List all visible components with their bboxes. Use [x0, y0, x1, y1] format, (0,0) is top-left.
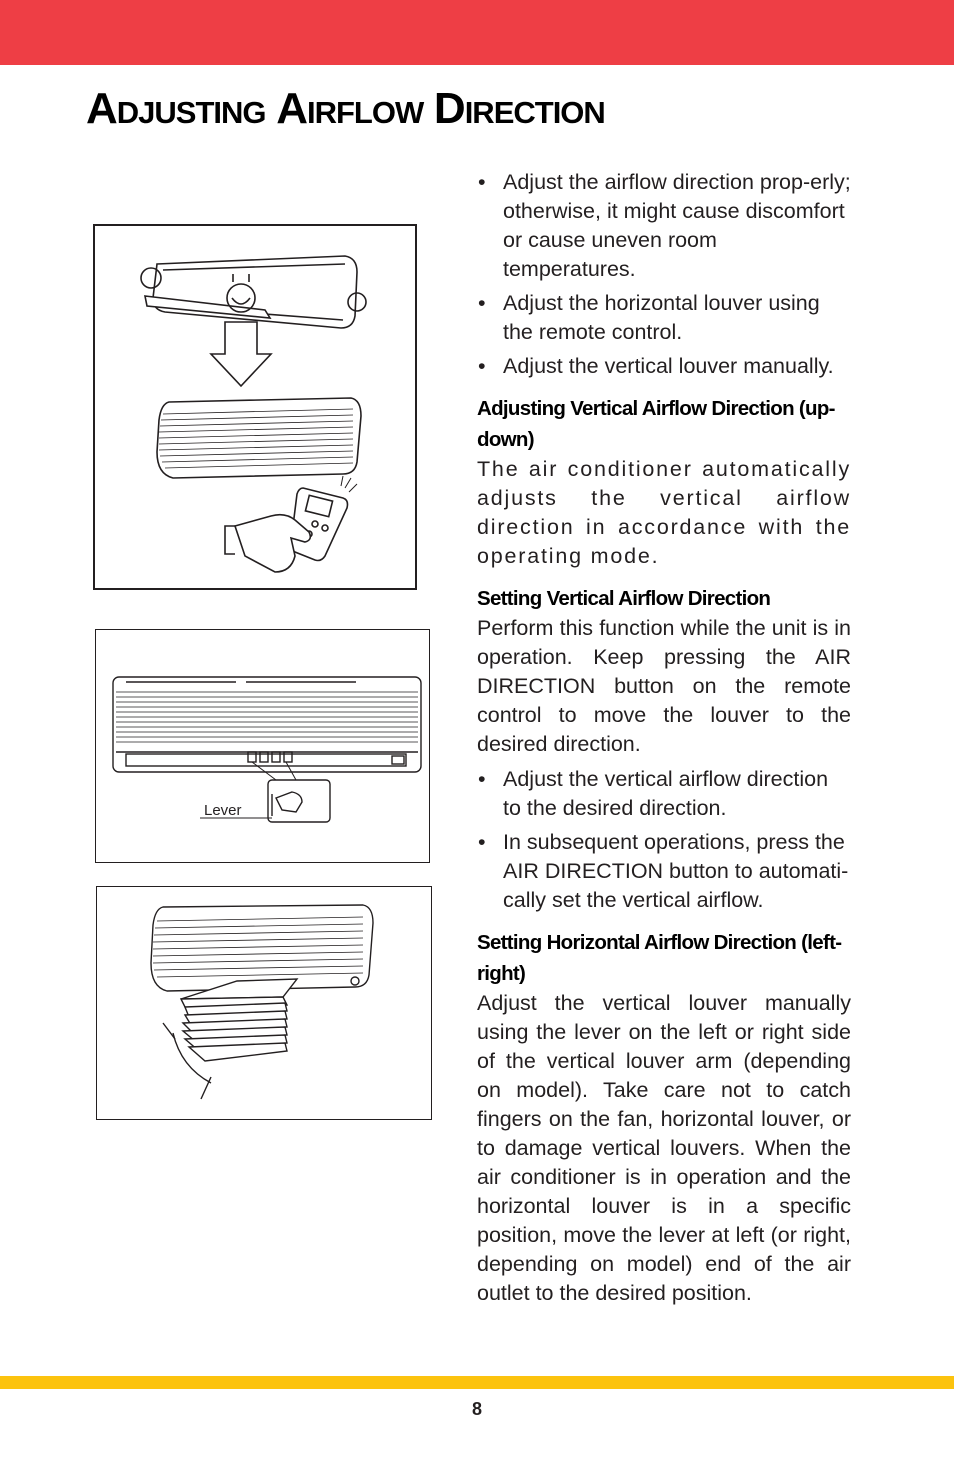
- list-item: • Adjust the horizontal louver using the remote control.: [477, 289, 851, 347]
- header-bar: [0, 0, 954, 65]
- section-heading-set-horizontal: Setting Horizontal Airflow Direction (left-right): [477, 931, 842, 985]
- text-column: [477, 168, 851, 1320]
- section-heading-set-vertical: Setting Vertical Airflow Direction: [477, 587, 771, 610]
- figure-horizontal-airflow: [96, 886, 432, 1120]
- list-item: • Adjust the vertical louver manually.: [477, 352, 851, 381]
- title-cap-1: A: [86, 84, 117, 133]
- page-number: 8: [471, 1399, 482, 1419]
- figure-vertical-louver-lever: [95, 629, 430, 863]
- section-text-vertical-auto: The air conditioner automatically adjusts the vertical airflow direction in accordance with the operating mode.: [477, 457, 851, 568]
- title-word-3: IRECTION: [464, 95, 605, 130]
- page-title: [86, 84, 605, 134]
- footer-bar: [0, 1376, 954, 1389]
- figure-remote-control-airflow: [93, 224, 417, 590]
- title-word-1: DJUSTING: [116, 95, 266, 130]
- set-vertical-bullets: [477, 765, 851, 915]
- list-item: • Adjust the vertical airflow direction to the desired direction.: [477, 765, 851, 823]
- title-cap-3: D: [433, 84, 465, 133]
- section-text-set-horizontal: Adjust the vertical louver manually using the lever on the left or right side of the vertical louver arm (depending on model). Take care not to catch fingers on the fan, horizontal louver, or to damage vertical louvers. When the air conditioner is in operation and the horizontal louver is in a specific position, move the lever at left (or right, depending on model) end of the air outlet to the desired position.: [477, 991, 851, 1305]
- list-item: • In subsequent operations, press the AIR DIRECTION button to automati-cally set the vertical airflow.: [477, 828, 851, 915]
- title-cap-2: A: [276, 84, 307, 133]
- title-word-2: IRFLOW: [306, 95, 424, 130]
- lever-label: Lever: [204, 802, 242, 819]
- section-text-set-vertical: Perform this function while the unit is in operation. Keep pressing the AIR DIRECTION button on the remote control to move the louver to the desired direction.: [477, 616, 851, 756]
- intro-bullets: [477, 168, 851, 381]
- list-item: • Adjust the airflow direction prop-erly; otherwise, it might cause discomfort or cause uneven room temperatures.: [477, 168, 851, 284]
- section-heading-vertical-auto: Adjusting Vertical Airflow Direction (up-down): [477, 397, 835, 451]
